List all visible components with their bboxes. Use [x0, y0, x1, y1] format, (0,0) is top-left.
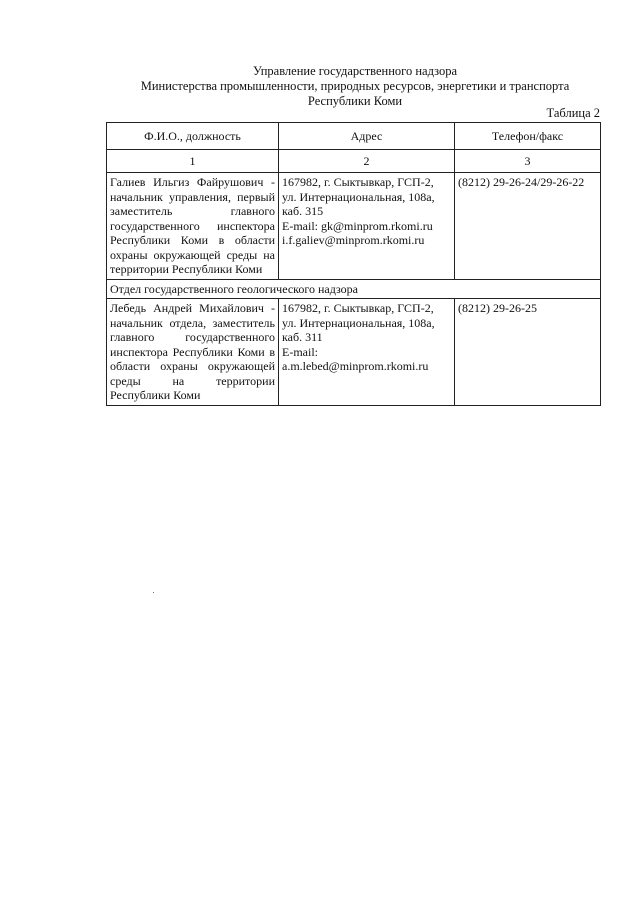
column-number-1: 1: [107, 150, 279, 173]
table-header-row: [107, 123, 601, 150]
email-line: E-mail: gk@minprom.rkomi.ru: [282, 218, 433, 233]
contacts-table: [106, 122, 601, 406]
table-row: [107, 173, 601, 280]
address-line: ул. Интернациональная, 108а,: [282, 189, 435, 204]
address-line: 167982, г. Сыктывкар, ГСП-2,: [282, 175, 434, 189]
email-line: i.f.galiev@minprom.rkomi.ru: [282, 233, 425, 247]
person-address: [279, 299, 455, 406]
header-line-1: Управление государственного надзора: [252, 64, 458, 78]
scan-speck: [153, 592, 154, 593]
document-header: [100, 64, 610, 109]
email-line: E-mail:: [282, 344, 318, 359]
section-title: Отдел государственного геологического надзора: [107, 279, 601, 299]
person-phone: (8212) 29-26-24/29-26-22: [455, 173, 601, 280]
column-header-address: Адрес: [279, 123, 455, 150]
person-name-position: Галиев Ильгиз Файрушович - начальник управления, первый заместитель главного государственного инспектора Республики Коми в области охраны окружающей среды на территории Республики Коми: [107, 173, 279, 280]
column-header-phone: Телефон/факс: [455, 123, 601, 150]
table-row: [107, 299, 601, 406]
person-phone: (8212) 29-26-25: [455, 299, 601, 406]
section-header-row: [107, 279, 601, 299]
column-header-name: Ф.И.О., должность: [107, 123, 279, 150]
column-number-2: 2: [279, 150, 455, 173]
person-name-position: Лебедь Андрей Михайлович - начальник отдела, заместитель главного государственного инспектора Республики Коми в области охраны окружающей среды на территории Республики Коми: [107, 299, 279, 406]
address-line: каб. 315: [282, 204, 324, 218]
address-line: 167982, г. Сыктывкар, ГСП-2,: [282, 301, 434, 315]
person-address: [279, 173, 455, 280]
email-line: a.m.lebed@minprom.rkomi.ru: [282, 359, 429, 373]
address-line: ул. Интернациональная, 108а,: [282, 315, 435, 330]
column-number-3: 3: [455, 150, 601, 173]
table-label: Таблица 2: [546, 106, 600, 120]
header-line-2: Министерства промышленности, природных ресурсов, энергетики и транспорта: [140, 79, 570, 93]
column-number-row: [107, 150, 601, 173]
address-line: каб. 311: [282, 330, 323, 344]
header-line-3: Республики Коми: [307, 94, 403, 108]
